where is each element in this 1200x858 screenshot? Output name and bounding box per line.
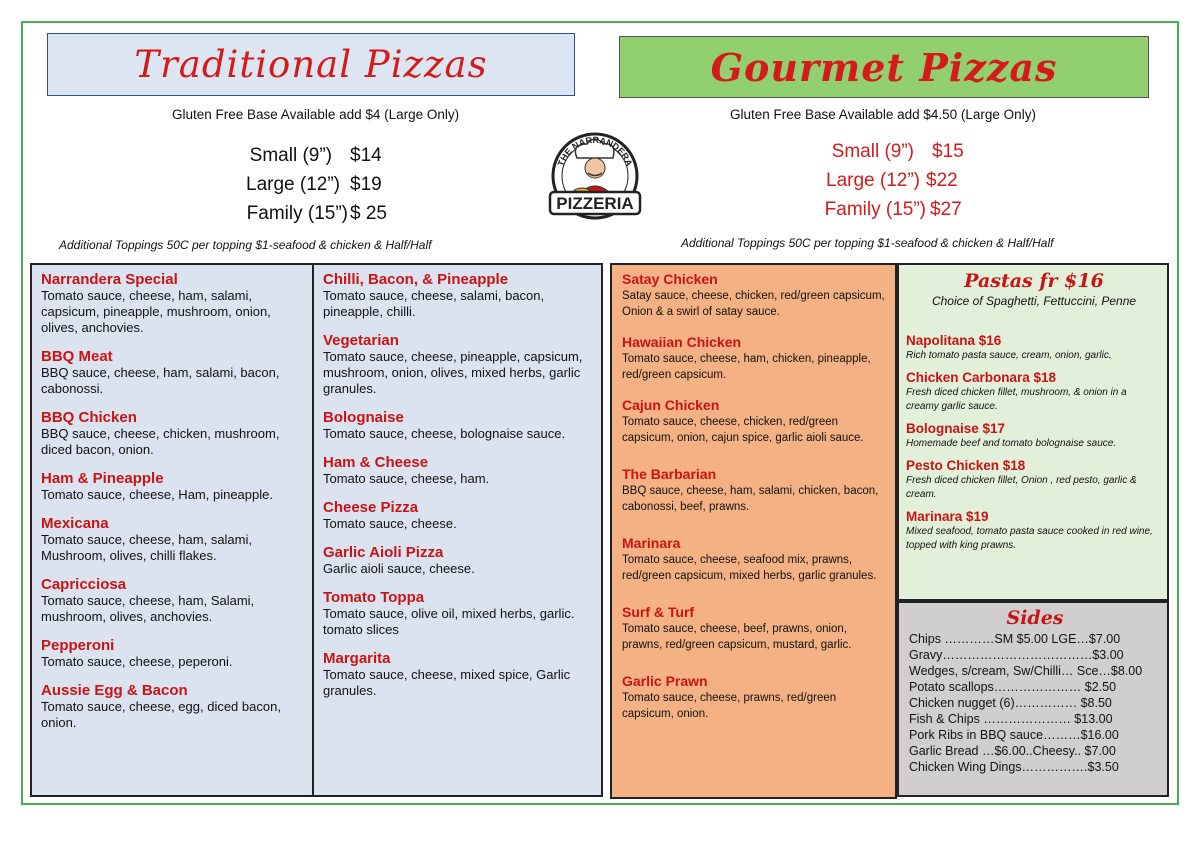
sides-title: Sides: [1006, 607, 1064, 629]
price-value: $19: [350, 174, 382, 195]
pastas-subtitle: Choice of Spaghetti, Fettuccini, Penne: [931, 294, 1137, 308]
menu-item: [622, 397, 888, 446]
item-desc: Tomato sauce, cheese, ham, Salami, mushroom, olives, anchovies.: [41, 593, 255, 624]
item-name: Marinara: [622, 535, 681, 551]
menu-item: [41, 637, 305, 670]
menu-item: [622, 535, 888, 584]
logo-top-text: THE NARRANDERA: [555, 134, 635, 168]
price-value: $27: [930, 199, 962, 220]
item-name: The Barbarian: [622, 466, 717, 482]
gourmet-prices: [808, 137, 964, 224]
item-name: Mexicana: [41, 515, 109, 532]
menu-item: [41, 271, 305, 336]
item-desc: Tomato sauce, olive oil, mixed herbs, garlic. tomato slices: [323, 606, 575, 637]
gourmet-title-box: [619, 36, 1149, 98]
chef-logo-icon: [532, 130, 658, 230]
menu-item: [622, 271, 888, 320]
item-name: Narrandera Special: [41, 271, 178, 288]
price-row: [228, 170, 387, 199]
size-label: Small (9”): [249, 145, 332, 166]
pasta-name: Napolitana $16: [906, 333, 1002, 348]
gourmet-gluten-free: Gluten Free Base Available add $4.50 (Large Only): [730, 107, 1036, 122]
price-value: $22: [926, 170, 958, 191]
menu-item: [323, 589, 595, 638]
sides-column: [909, 607, 1161, 775]
item-desc: BBQ sauce, cheese, ham, salami, chicken, bacon, cabonossi, beef, prawns.: [622, 485, 879, 513]
traditional-column-1: [41, 271, 305, 743]
item-desc: Tomato sauce, cheese, ham, salami, capsicum, pineapple, mushroom, onion, olives, anchovies.: [41, 288, 271, 335]
size-label: Large (12”): [826, 170, 920, 191]
side-item: Chicken Wing Dings…………….$3.50: [909, 760, 1119, 774]
item-name: Cheese Pizza: [323, 499, 419, 516]
pastas-column: [906, 270, 1162, 559]
gourmet-additional-toppings: Additional Toppings 50C per topping $1-seafood & chicken & Half/Half: [681, 236, 1054, 250]
menu-item: [323, 544, 595, 577]
item-name: Pepperoni: [41, 637, 115, 654]
price-row: [808, 137, 964, 166]
item-name: Cajun Chicken: [622, 397, 720, 413]
side-item: Chips …………SM $5.00 LGE…$7.00: [909, 632, 1121, 646]
menu-item: [41, 515, 305, 564]
pasta-name: Marinara $19: [906, 509, 989, 524]
item-desc: Tomato sauce, cheese, mixed spice, Garlic granules.: [323, 667, 571, 698]
item-desc: Tomato sauce, cheese.: [323, 516, 457, 531]
item-desc: Tomato sauce, cheese, beef, prawns, onion, prawns, red/green capsicum, mustard, garlic.: [622, 623, 852, 651]
price-row: [808, 166, 964, 195]
item-desc: Tomato sauce, cheese, ham.: [323, 471, 490, 486]
item-name: Chilli, Bacon, & Pineapple: [323, 271, 509, 288]
size-label: Family (15”): [246, 203, 348, 224]
pasta-item: [906, 332, 1162, 363]
side-item: Potato scallops………………… $2.50: [909, 680, 1117, 694]
pasta-desc: Mixed seafood, tomato pasta sauce cooked in red wine, topped with king prawns.: [906, 526, 1153, 551]
price-row: [228, 141, 387, 170]
gourmet-column: [622, 271, 888, 736]
item-desc: BBQ sauce, cheese, ham, salami, bacon, cabonossi.: [41, 365, 280, 396]
item-name: Hawaiian Chicken: [622, 334, 742, 350]
size-label: Small (9”): [831, 141, 914, 162]
item-name: BBQ Meat: [41, 348, 113, 365]
menu-item: [41, 470, 305, 503]
price-value: $14: [350, 145, 382, 166]
side-item: Gravy………………………………$3.00: [909, 648, 1124, 662]
item-desc: Tomato sauce, cheese, seafood mix, prawns, red/green capsicum, mixed herbs, garlic granules.: [622, 554, 877, 582]
traditional-gluten-free: Gluten Free Base Available add $4 (Large Only): [172, 107, 460, 122]
size-label: Large (12”): [246, 174, 340, 195]
pasta-desc: Fresh diced chicken fillet, mushroom, & onion in a creamy garlic sauce.: [906, 387, 1127, 412]
item-name: Ham & Pineapple: [41, 470, 164, 487]
item-desc: Tomato sauce, cheese, egg, diced bacon, onion.: [41, 699, 281, 730]
size-label: Family (15”): [824, 199, 926, 220]
pasta-name: Chicken Carbonara $18: [906, 370, 1057, 385]
item-name: Surf & Turf: [622, 604, 695, 620]
menu-item: [323, 499, 595, 532]
item-name: BBQ Chicken: [41, 409, 137, 426]
pasta-item: [906, 457, 1162, 502]
menu-item: [622, 334, 888, 383]
menu-item: [323, 454, 595, 487]
item-desc: Tomato sauce, cheese, peperoni.: [41, 654, 233, 669]
item-desc: Tomato sauce, cheese, pineapple, capsicum, mushroom, onion, olives, mixed herbs, garlic granules.: [323, 349, 583, 396]
pasta-name: Pesto Chicken $18: [906, 458, 1026, 473]
menu-item: [41, 348, 305, 397]
pasta-item: [906, 508, 1162, 553]
menu-item: [323, 332, 595, 397]
traditional-title: Traditional Pizzas: [134, 43, 488, 86]
pasta-desc: Rich tomato pasta sauce, cream, onion, garlic.: [906, 350, 1112, 361]
pasta-desc: Fresh diced chicken fillet, Onion , red pesto, garlic & cream.: [906, 475, 1137, 500]
item-desc: Tomato sauce, cheese, salami, bacon, pineapple, chilli.: [323, 288, 545, 319]
traditional-title-box: [47, 33, 575, 96]
pasta-name: Bolognaise $17: [906, 421, 1006, 436]
side-item: Wedges, s/cream, Sw/Chilli… Sce…$8.00: [909, 664, 1143, 678]
price-row: [228, 199, 387, 228]
item-desc: BBQ sauce, cheese, chicken, mushroom, diced bacon, onion.: [41, 426, 280, 457]
item-desc: Tomato sauce, cheese, bolognaise sauce.: [323, 426, 566, 441]
item-name: Aussie Egg & Bacon: [41, 682, 188, 699]
menu-item: [323, 271, 595, 320]
pasta-item: [906, 369, 1162, 414]
side-item: Garlic Bread …$6.00..Cheesy.. $7.00: [909, 744, 1116, 758]
pasta-item: [906, 420, 1162, 451]
item-name: Bolognaise: [323, 409, 404, 426]
logo-text: PIZZERIA: [556, 194, 634, 213]
side-item: Pork Ribs in BBQ sauce………$16.00: [909, 728, 1119, 742]
item-desc: Garlic aioli sauce, cheese.: [323, 561, 475, 576]
item-desc: Satay sauce, cheese, chicken, red/green capsicum, Onion & a swirl of satay sauce.: [622, 290, 885, 318]
side-item: Chicken nugget (6)…………… $8.50: [909, 696, 1112, 710]
price-row: [808, 195, 964, 224]
item-name: Tomato Toppa: [323, 589, 425, 606]
item-name: Margarita: [323, 650, 391, 667]
menu-item: [622, 466, 888, 515]
pasta-desc: Homemade beef and tomato bolognaise sauce.: [906, 438, 1117, 449]
traditional-additional-toppings: Additional Toppings 50C per topping $1-seafood & chicken & Half/Half: [59, 238, 432, 252]
item-desc: Tomato sauce, cheese, ham, salami, Mushroom, olives, chilli flakes.: [41, 532, 252, 563]
item-desc: Tomato sauce, cheese, Ham, pineapple.: [41, 487, 273, 502]
item-name: Garlic Aioli Pizza: [323, 544, 444, 561]
pizzeria-logo: [532, 130, 658, 230]
menu-item: [622, 604, 888, 653]
menu-item: [41, 409, 305, 458]
item-name: Vegetarian: [323, 332, 399, 349]
price-value: $15: [932, 141, 964, 162]
gourmet-title: Gourmet Pizzas: [710, 44, 1058, 90]
item-desc: Tomato sauce, cheese, ham, chicken, pineapple, red/green capsicum.: [622, 353, 871, 381]
traditional-prices: [228, 141, 387, 228]
item-name: Satay Chicken: [622, 271, 718, 287]
menu-item: [323, 650, 595, 699]
menu-item: [323, 409, 595, 442]
side-item: Fish & Chips ………………… $13.00: [909, 712, 1113, 726]
pastas-title: Pastas fr $16: [964, 270, 1104, 292]
menu-item: [622, 673, 888, 722]
price-value: $ 25: [350, 203, 387, 224]
traditional-column-2: [323, 271, 595, 711]
item-desc: Tomato sauce, cheese, chicken, red/green capsicum, onion, cajun spice, garlic aioli sauce.: [622, 416, 864, 444]
item-name: Ham & Cheese: [323, 454, 429, 471]
item-desc: Tomato sauce, cheese, prawns, red/green capsicum, onion.: [622, 692, 837, 720]
menu-item: [41, 576, 305, 625]
item-name: Capricciosa: [41, 576, 127, 593]
menu-item: [41, 682, 305, 731]
item-name: Garlic Prawn: [622, 673, 708, 689]
